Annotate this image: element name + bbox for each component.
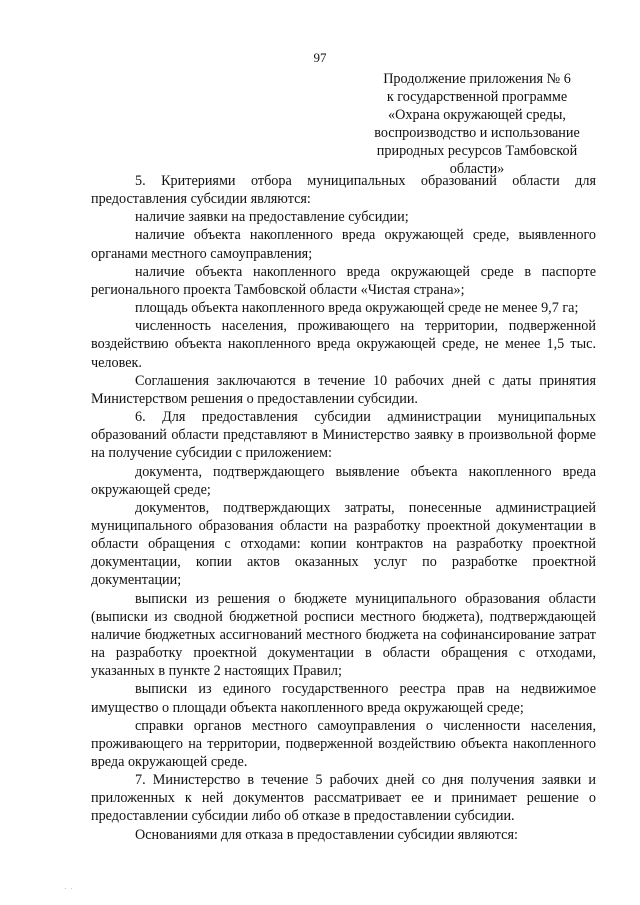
paragraph-attachment: документов, подтверждающих затраты, понесенные администрацией муниципального образования области на разработку проектной документации в области обращения с отходами: копии контрактов на разработку проектной документации, копии актов оказанных услуг по разработке проектной документации; <box>91 499 596 589</box>
scan-edge-mark: · · <box>64 885 74 893</box>
paragraph-selection-criteria: 5. Критериями отбора муниципальных образований области для предоставления субсидии являются: <box>91 173 596 208</box>
paragraph-criterion: наличие объекта накопленного вреда окружающей среде в паспорте регионального проекта Тамбовской области «Чистая страна»; <box>91 263 596 298</box>
paragraph-attachment: выписки из решения о бюджете муниципального образования области (выписки из сводной бюджетной росписи местного бюджета), подтверждающей наличие бюджетных ассигнований местного бюджета на софинансирование затрат на разработку проектной документации в области обращения с отходами, указанных в пункте 2 настоящих Правил; <box>91 590 596 680</box>
appendix-header-line: «Охрана окружающей среды, <box>388 107 566 123</box>
appendix-header-line: Продолжение приложения № 6 <box>383 71 571 87</box>
paragraph-criterion: наличие объекта накопленного вреда окружающей среде, выявленного органами местного самоуправления; <box>91 227 596 262</box>
appendix-header-line: к государственной программе <box>386 89 568 105</box>
paragraph-criterion: численность населения, проживающего на территории, подверженной воздействию объекта накопленного вреда окружающей среде, не менее 1,5 тыс. человек. <box>91 318 596 371</box>
appendix-header-line: области» <box>449 161 505 177</box>
paragraph-application: 6. Для предоставления субсидии администрации муниципальных образований области представляют в Министерство заявку в произвольной форме на получение субсидии с приложением: <box>91 409 596 462</box>
paragraph-criterion: наличие заявки на предоставление субсидии; <box>135 209 409 226</box>
paragraph-attachment: документа, подтверждающего выявление объекта накопленного вреда окружающей среде; <box>91 463 596 498</box>
document-body <box>91 172 596 844</box>
appendix-header <box>357 70 597 178</box>
paragraph-criterion: площадь объекта накопленного вреда окружающей среде не менее 9,7 га; <box>135 300 579 317</box>
paragraph-refusal-grounds: Основаниями для отказа в предоставлении субсидии являются: <box>135 826 518 843</box>
paragraph-attachment: выписки из единого государственного реестра прав на недвижимое имущество о площади объекта накопленного вреда окружающей среде; <box>91 681 596 716</box>
page-number: 97 <box>313 50 327 65</box>
paragraph-ministry-review: 7. Министерство в течение 5 рабочих дней со дня получения заявки и приложенных к ней документов рассматривает ее и принимает решение о предоставлении субсидии либо об отказе в предоставлении субсидии. <box>91 772 596 825</box>
appendix-header-line: природных ресурсов Тамбовской <box>376 143 578 159</box>
paragraph-agreements: Соглашения заключаются в течение 10 рабочих дней с даты принятия Министерством решения о предоставлении субсидии. <box>91 372 596 407</box>
paragraph-attachment: справки органов местного самоуправления о численности населения, проживающего на территории, подверженной воздействию объекта накопленного вреда окружающей среде. <box>91 717 596 770</box>
appendix-header-line: воспроизводство и использование <box>374 125 580 141</box>
